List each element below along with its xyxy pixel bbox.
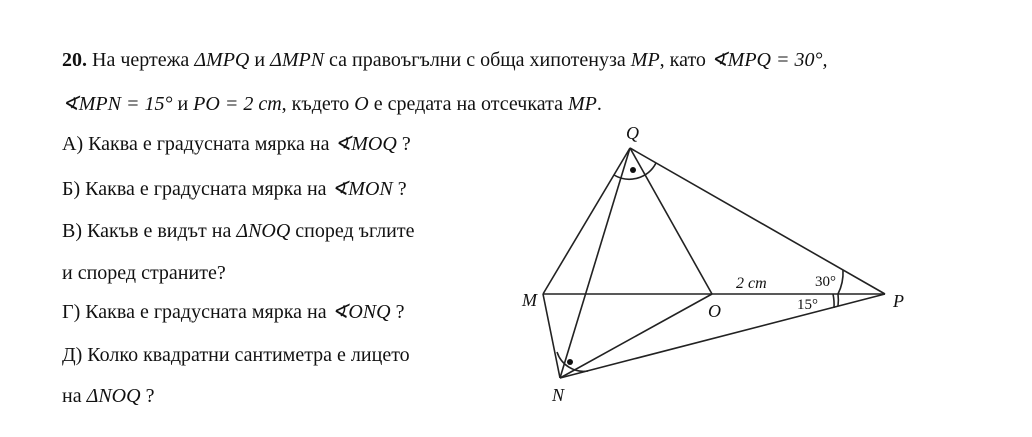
question-b-text: Б) Каква е градусната мярка на: [62, 178, 332, 200]
question-d-suffix: ?: [390, 301, 405, 323]
label-m: M: [522, 290, 537, 310]
label-q: Q: [626, 123, 639, 143]
label-angle-30: 30°: [815, 274, 836, 290]
question-b-suffix: ?: [392, 178, 407, 200]
problem-text-1c: са правоъгълни с обща хипотенуза: [324, 49, 631, 71]
segment-mq-line: [543, 148, 630, 294]
label-o: O: [708, 301, 721, 321]
problem-text-2c: , където: [281, 93, 355, 115]
right-angle-dot-q: [630, 167, 636, 173]
segment-np-line: [560, 294, 885, 378]
triangle-mpn: ΔMPN: [270, 49, 325, 71]
question-c-text: В) Какъв е видът на: [62, 220, 237, 242]
right-angle-dot-n: [567, 359, 573, 365]
point-o-text: O: [354, 93, 369, 115]
label-p: P: [893, 291, 904, 311]
segment-qn-line: [560, 148, 630, 378]
problem-text-1a: На чертежа: [92, 49, 195, 71]
segment-qp-line: [630, 148, 885, 294]
triangle-mpq: ΔMPQ: [194, 49, 250, 71]
angle-mpq: ∢MPQ = 30°,: [710, 49, 828, 71]
question-c-math: ΔNOQ: [236, 220, 291, 242]
segment-po: PO = 2 cm: [193, 93, 282, 115]
problem-text-2d: е средата на отсечката: [368, 93, 568, 115]
question-a-text: А) Каква е градусната мярка на: [62, 133, 335, 155]
problem-text-2e: .: [596, 93, 602, 115]
question-e-cont-text: на: [62, 385, 87, 407]
label-angle-15: 15°: [797, 297, 818, 313]
question-a-suffix: ?: [396, 133, 411, 155]
problem-text-2b: и: [172, 93, 194, 115]
question-b-math: ∢MON: [331, 178, 393, 200]
segment-mp: MP: [567, 93, 597, 115]
problem-text-1d: , като: [659, 49, 711, 71]
question-d-math: ∢ONQ: [331, 301, 391, 323]
question-e-text: Д) Колко квадратни сантиметра е лицето: [62, 344, 410, 366]
hypotenuse-mp: MP: [630, 49, 660, 71]
label-n: N: [552, 385, 565, 405]
question-e-math: ΔNOQ: [86, 385, 141, 407]
question-c-suffix: според ъглите: [290, 220, 415, 242]
question-e-suffix: ?: [140, 385, 155, 407]
problem-text-1b: и: [249, 49, 271, 71]
angle-mpn: ∢MPN = 15°: [62, 93, 173, 115]
angle-arc-15-b: [833, 294, 834, 308]
segment-on-line: [560, 294, 712, 378]
angle-arc-30: [838, 270, 843, 294]
problem-number: 20.: [62, 49, 87, 71]
question-a-math: ∢MOQ: [334, 133, 397, 155]
question-d-text: Г) Каква е градусната мярка на: [62, 301, 332, 323]
question-c-cont-text: и според страните?: [62, 262, 226, 284]
segment-qo-line: [630, 148, 712, 294]
label-length-2cm: 2 cm: [736, 275, 767, 292]
segment-mn-line: [543, 294, 560, 378]
